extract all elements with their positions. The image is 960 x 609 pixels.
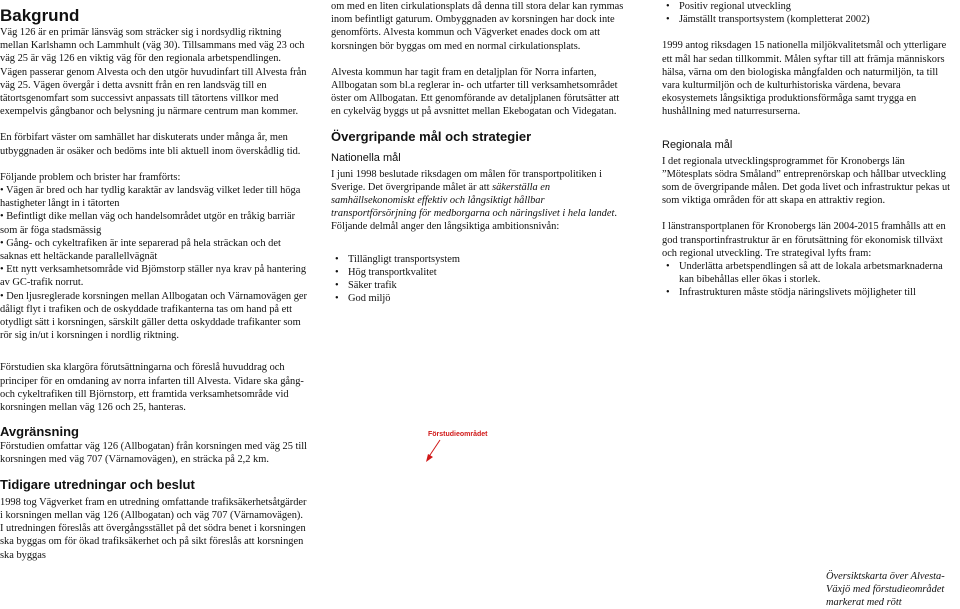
goal-item: • Hög transportkvalitet: [331, 266, 631, 279]
paragraph-nationella: [331, 168, 631, 234]
goal-item: • Tillängligt transportsystem: [331, 253, 631, 266]
column-middle: [331, 0, 631, 305]
goal-item: • God miljö: [331, 292, 631, 305]
national-goal-list-cont: [662, 0, 954, 26]
paragraph-regionala: I det regionala utvecklingsprogrammet för Kronobergs län ”Mötesplats södra Småland” entreprenörskap och hållbar utveckling som de övergripande målen. Det goda livet och infrastruktur pekas ut som viktiga områden för att skapa en attraktiv region.: [662, 155, 951, 207]
heading-tidigare: Tidigare utredningar och beslut: [0, 476, 195, 492]
map-area-label: Förstudieområdet: [428, 431, 488, 438]
map-caption: Översiktskarta över Alvesta-Växjö med förstudieområdet markerat med rött: [826, 571, 945, 608]
strategy-item: • Underlätta arbetspendlingen så att de lokala arbetsmarknaderna kan bibehållas eller ökas i storlek.: [662, 260, 954, 286]
paragraph-avgransning: Förstudien omfattar väg 126 (Allbogatan) från korsningen med väg 25 till korsningen med väg 707 (Värnamovägen), en sträcka på 2,2 km.: [0, 441, 308, 466]
paragraph-problems-intro: Följande problem och brister har framförts:: [0, 171, 181, 183]
column-right: [662, 0, 954, 300]
strategy-list: [662, 260, 954, 300]
paragraph-forstudien: Förstudien ska klargöra förutsättningarna och föreslå huvuddrag och principer för en omdaning av norra infarten till Alvesta. Vidare ska gång- och cykeltrafiken till Björnstorp, ett framtida verksamhetsområde vid korsningen mellan väg 126 och 25, hanteras.: [0, 362, 304, 414]
heading-regionala: Regionala mål: [662, 138, 733, 151]
national-goal-list: [331, 253, 631, 306]
paragraph-lanstransportplan: I länstransportplanen för Kronobergs län 2004-2015 framhålls att en god transportinfrastruktur är en förutsättning för ekonomisk tillväxt och regional utveckling. Tre strategival lyfts fram:: [662, 221, 946, 259]
goal-item: • Säker trafik: [331, 279, 631, 292]
paragraph-tidigare: 1998 tog Vägverket fram en utredning omfattande trafiksäkerhetsåtgärder i korsningen mellan väg 126 (Allbogatan) och väg 707 (Värnamovägen). I utredningen föreslås att övergångsstället på det södra benet i korsningen ska byggas om för ökad trafiksäkerhet och på sikt föreslås att korsningen ska byggas: [0, 496, 307, 561]
paragraph-forbifart: En förbifart väster om samhället har diskuterats under många år, men utbyggnaden är osäker och bedöms inte bli aktuell inom överskådlig tid.: [0, 132, 301, 157]
problem-item: • Befintligt dike mellan väg och handelsområdet utgör en tråkig barriär som är föga stadsmässig: [0, 211, 296, 236]
column-left: [0, 0, 308, 562]
problem-item: • Vägen är bred och har tydlig karaktär av landsväg vilket leder till höga hastigheter långt in i tätorten: [0, 185, 301, 210]
heading-nationella: Nationella mål: [331, 151, 401, 164]
paragraph-detaljplan: Alvesta kommun har tagit fram en detaljplan för Norra infarten, Allbogatan som bl.a reglerar in- och utfarter till verksamhetsområdet öster om Allbogatan. Ett genomförande av detaljplanen förutsätter att en cykelväg byggs ut på avsnittet mellan Ekebogatan och Videgatan.: [331, 66, 620, 118]
goal-item: • Jämställt transportsystem (kompletterat 2002): [662, 13, 954, 26]
paragraph-bakgrund: Väg 126 är en primär länsväg som sträcker sig i nordsydlig riktning mellan Karlshamn och Lammhult (väg 30). Tillsammans med väg 23 och väg 25 är väg 126 en viktig väg för den regionala arbetspendlingen. Vägen passerar genom Alvesta och den utgör huvudinfart till Alvesta från väg 25. Vägen övergår i detta avsnitt från en ren landsväg till en tätortsgenomfart som successivt anpassats till tätortens villkor med exempelvis gångbanor och belysning ju närmare centrum man kommer.: [0, 27, 307, 118]
paragraph-korsning: om med en liten cirkulationsplats då denna till stora delar kan rymmas inom befintligt gaturum. Ombyggnaden av korsningen har dock inte genomförts. Alvesta kommun och Vägverket enades dock om att korsningen bör byggas om med en normal cirkulationsplats.: [331, 1, 624, 52]
goal-item: • Positiv regional utveckling: [662, 0, 954, 13]
strategy-item: • Infrastrukturen måste stödja näringslivets möjligheter till: [662, 286, 954, 299]
arrow-icon: [424, 438, 444, 464]
text-segment: . Följande delmål anger den långsiktiga ambitionsnivån:: [331, 208, 617, 233]
heading-bakgrund: Bakgrund: [0, 6, 80, 25]
problem-item: • Ett nytt verksamhetsområde vid Bjömstorp ställer nya krav på hantering av GC-trafik norrut.: [0, 264, 307, 289]
heading-avgransning: Avgränsning: [0, 424, 79, 440]
paragraph-miljomal: 1999 antog riksdagen 15 nationella miljökvalitetsmål och ytterligare ett mål har sedan tillkommit. Målen syftar till att främja människors hälsa, värna om den biologiska mångfalden och naturmiljön, ta till vara kulturmiljön och de kulturhistoriska värdena, bevara ekosystemets långsiktiga produktionsförmåga samt trygga en hushållning med naturresurserna.: [662, 40, 947, 118]
problem-item: • Den ljusreglerade korsningen mellan Allbogatan och Värnamovägen ger dåligt flyt i trafiken och de oskyddade trafikanterna tas om hand på ett otydligt sätt i korsningen, särskilt gäller detta oskyddade trafikanter som rör sig in/ut i korsningen i nordlig riktning.: [0, 290, 307, 342]
text-goal-italic: säkerställa en samhällsekonomiskt effektiv och långsiktigt hållbar transportförsörjning för medborgarna och näringslivet i hela landet: [331, 181, 615, 220]
text-segment: I juni 1998 beslutade riksdagen om målen för transportpolitiken i Sverige. Det övergripande målet är att: [331, 168, 602, 193]
problem-item: • Gång- och cykeltrafiken är inte separerad på hela sträckan och det saknas ett heltäckande parallellvägnät: [0, 237, 281, 263]
heading-overgripande: Övergripande mål och strategier: [331, 128, 532, 144]
problem-list: [0, 184, 308, 342]
